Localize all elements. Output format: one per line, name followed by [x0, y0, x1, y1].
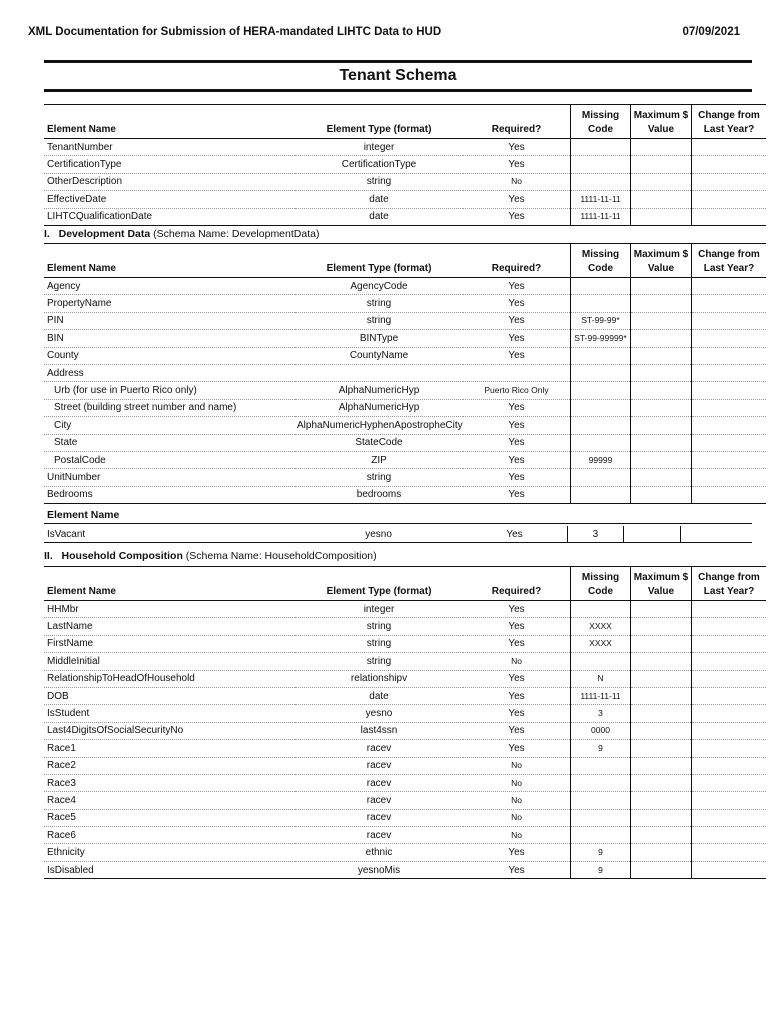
max-value — [631, 434, 692, 451]
missing-code: XXXX — [571, 635, 631, 652]
col-required: Required? — [463, 567, 571, 601]
missing-code: 0000 — [571, 722, 631, 739]
max-value — [631, 670, 692, 687]
vacant-section — [44, 526, 752, 543]
max-value — [631, 347, 692, 364]
missing-code: 9 — [571, 844, 631, 861]
page-header — [28, 26, 740, 42]
missing-code — [571, 434, 631, 451]
element-type: ethnic — [295, 844, 463, 861]
hh-section-num: II. — [44, 550, 53, 562]
col-max-value: Maximum $ Value — [631, 244, 692, 278]
col-change: Change from Last Year? — [692, 567, 767, 601]
table-row — [44, 191, 766, 208]
element-type: yesno — [295, 526, 462, 543]
table-row — [44, 526, 752, 543]
change-value — [692, 809, 767, 826]
table-row — [44, 705, 766, 722]
element-name: RelationshipToHeadOfHousehold — [44, 670, 295, 687]
required-value: Yes — [463, 705, 571, 722]
dev-table — [44, 243, 766, 504]
required-value: Yes — [463, 295, 571, 312]
dev-section — [44, 243, 760, 504]
required-value: Yes — [463, 844, 571, 861]
required-value: Yes — [463, 618, 571, 635]
change-value — [692, 670, 767, 687]
table-row — [44, 722, 766, 739]
max-value — [631, 827, 692, 844]
max-value — [631, 139, 692, 156]
table-row — [44, 844, 766, 861]
element-name: Urb (for use in Puerto Rico only) — [44, 382, 295, 399]
required-value: Yes — [463, 330, 571, 347]
missing-code — [571, 156, 631, 173]
required-value: No — [463, 792, 571, 809]
element-name: IsDisabled — [44, 861, 295, 878]
change-value — [692, 844, 767, 861]
element-name: Street (building street number and name) — [44, 399, 295, 416]
table-header-row — [44, 105, 766, 139]
table-row — [44, 792, 766, 809]
change-value — [692, 618, 767, 635]
vacant-table — [44, 526, 752, 543]
table-row — [44, 295, 766, 312]
change-value — [692, 601, 767, 618]
missing-code — [571, 469, 631, 486]
element-type: last4ssn — [295, 722, 463, 739]
required-value: Yes — [463, 434, 571, 451]
max-value — [631, 191, 692, 208]
change-value — [692, 417, 767, 434]
element-type: date — [295, 208, 463, 225]
max-value — [631, 156, 692, 173]
missing-code — [571, 792, 631, 809]
dev-rows — [44, 278, 766, 504]
element-type: string — [295, 635, 463, 652]
max-value — [623, 526, 680, 543]
change-value — [692, 312, 767, 329]
missing-code: XXXX — [571, 618, 631, 635]
element-type: string — [295, 653, 463, 670]
max-value — [631, 295, 692, 312]
element-name: Ethnicity — [44, 844, 295, 861]
element-type: AlphaNumericHyphenApostropheCity — [295, 417, 463, 434]
table-row — [44, 653, 766, 670]
col-element-name: Element Name — [44, 567, 295, 601]
table-row — [44, 434, 766, 451]
col-required: Required? — [463, 105, 571, 139]
required-value: Yes — [463, 156, 571, 173]
schema-title: Tenant Schema — [44, 60, 752, 92]
missing-code: 99999 — [571, 451, 631, 468]
col-change: Change from Last Year? — [692, 105, 767, 139]
change-value — [692, 330, 767, 347]
change-value — [692, 861, 767, 878]
change-value — [692, 687, 767, 704]
max-value — [631, 417, 692, 434]
max-value — [631, 740, 692, 757]
col-element-type: Element Type (format) — [295, 567, 463, 601]
missing-code: 1111-11-11 — [571, 208, 631, 225]
missing-code — [571, 399, 631, 416]
element-type: string — [295, 295, 463, 312]
max-value — [631, 722, 692, 739]
required-value: No — [463, 774, 571, 791]
dev-schema-name: (Schema Name: DevelopmentData) — [153, 228, 320, 240]
missing-code: 1111-11-11 — [571, 191, 631, 208]
element-name: Address — [44, 364, 295, 381]
table-header-row — [44, 567, 766, 601]
required-value: No — [463, 653, 571, 670]
col-missing-code: Missing Code — [571, 105, 631, 139]
element-type — [295, 364, 463, 381]
max-value — [631, 635, 692, 652]
required-value: No — [463, 827, 571, 844]
element-type: integer — [295, 139, 463, 156]
change-value — [692, 208, 767, 225]
missing-code — [571, 417, 631, 434]
element-type: ZIP — [295, 451, 463, 468]
element-name: DOB — [44, 687, 295, 704]
max-value — [631, 469, 692, 486]
element-type: relationshipv — [295, 670, 463, 687]
element-type: string — [295, 618, 463, 635]
max-value — [631, 618, 692, 635]
change-value — [692, 382, 767, 399]
max-value — [631, 687, 692, 704]
table-row — [44, 687, 766, 704]
hh-table — [44, 566, 766, 879]
table-row — [44, 469, 766, 486]
table-header-row — [44, 244, 766, 278]
element-type: CertificationType — [295, 156, 463, 173]
table-row — [44, 601, 766, 618]
element-type: integer — [295, 601, 463, 618]
change-value — [692, 827, 767, 844]
dev-section-title — [44, 228, 319, 240]
table-row — [44, 670, 766, 687]
required-value: No — [463, 173, 571, 190]
max-value — [631, 705, 692, 722]
element-type: CountyName — [295, 347, 463, 364]
table-row — [44, 618, 766, 635]
missing-code: 3 — [567, 526, 623, 543]
table-row — [44, 208, 766, 225]
element-type: yesnoMis — [295, 861, 463, 878]
vacant-header: Element Name — [44, 508, 752, 524]
element-name: OtherDescription — [44, 173, 295, 190]
table-row — [44, 399, 766, 416]
missing-code: ST-99-99* — [571, 312, 631, 329]
required-value: Yes — [463, 486, 571, 503]
required-value: Yes — [463, 312, 571, 329]
element-name: Last4DigitsOfSocialSecurityNo — [44, 722, 295, 739]
table-row — [44, 861, 766, 878]
element-name: PostalCode — [44, 451, 295, 468]
change-value — [692, 295, 767, 312]
max-value — [631, 399, 692, 416]
table-row — [44, 809, 766, 826]
change-value — [692, 722, 767, 739]
missing-code — [571, 382, 631, 399]
table-row — [44, 382, 766, 399]
missing-code — [571, 295, 631, 312]
element-type: BINType — [295, 330, 463, 347]
element-name: Bedrooms — [44, 486, 295, 503]
table-row — [44, 312, 766, 329]
missing-code — [571, 278, 631, 295]
element-name: Race6 — [44, 827, 295, 844]
element-type: AlphaNumericHyp — [295, 382, 463, 399]
missing-code — [571, 364, 631, 381]
max-value — [631, 451, 692, 468]
required-value: Yes — [463, 670, 571, 687]
table-row — [44, 278, 766, 295]
required-value: Yes — [463, 635, 571, 652]
table-row — [44, 451, 766, 468]
element-name: MiddleInitial — [44, 653, 295, 670]
element-name: City — [44, 417, 295, 434]
max-value — [631, 173, 692, 190]
element-type: date — [295, 687, 463, 704]
element-name: Race4 — [44, 792, 295, 809]
required-value: Yes — [463, 208, 571, 225]
element-type: racev — [295, 774, 463, 791]
element-type: bedrooms — [295, 486, 463, 503]
required-value: Yes — [463, 278, 571, 295]
missing-code — [571, 173, 631, 190]
max-value — [631, 208, 692, 225]
missing-code: 9 — [571, 861, 631, 878]
missing-code — [571, 653, 631, 670]
table-row — [44, 139, 766, 156]
change-value — [692, 399, 767, 416]
col-element-type: Element Type (format) — [295, 105, 463, 139]
max-value — [631, 278, 692, 295]
table-row — [44, 347, 766, 364]
table-row — [44, 635, 766, 652]
element-name: LIHTCQualificationDate — [44, 208, 295, 225]
element-name: PropertyName — [44, 295, 295, 312]
required-value: Puerto Rico Only — [463, 382, 571, 399]
table-row — [44, 173, 766, 190]
element-type: yesno — [295, 705, 463, 722]
element-name: Race3 — [44, 774, 295, 791]
col-missing-code: Missing Code — [571, 567, 631, 601]
change-value — [692, 156, 767, 173]
missing-code — [571, 774, 631, 791]
change-value — [692, 469, 767, 486]
max-value — [631, 774, 692, 791]
col-element-type: Element Type (format) — [295, 244, 463, 278]
tenant-rows — [44, 139, 766, 226]
required-value: Yes — [463, 399, 571, 416]
max-value — [631, 486, 692, 503]
document-title: XML Documentation for Submission of HERA-mandated LIHTC Data to HUD — [28, 26, 442, 38]
hh-rows — [44, 601, 766, 879]
element-type: racev — [295, 740, 463, 757]
missing-code — [571, 139, 631, 156]
col-change: Change from Last Year? — [692, 244, 767, 278]
missing-code — [571, 601, 631, 618]
missing-code: 3 — [571, 705, 631, 722]
change-value — [692, 653, 767, 670]
element-type: string — [295, 312, 463, 329]
element-type: AlphaNumericHyp — [295, 399, 463, 416]
table-row — [44, 757, 766, 774]
col-required: Required? — [463, 244, 571, 278]
required-value: Yes — [463, 191, 571, 208]
element-name: FirstName — [44, 635, 295, 652]
element-type: StateCode — [295, 434, 463, 451]
required-value: Yes — [463, 601, 571, 618]
document-date: 07/09/2021 — [682, 26, 740, 38]
change-value — [692, 757, 767, 774]
required-value: Yes — [462, 526, 567, 543]
max-value — [631, 330, 692, 347]
tenant-table — [44, 104, 766, 226]
change-value — [692, 364, 767, 381]
element-type: racev — [295, 827, 463, 844]
required-value: No — [463, 809, 571, 826]
max-value — [631, 792, 692, 809]
hh-section — [44, 566, 760, 879]
change-value — [692, 173, 767, 190]
table-row — [44, 417, 766, 434]
missing-code — [571, 757, 631, 774]
change-value — [692, 635, 767, 652]
change-value — [692, 434, 767, 451]
dev-section-num: I. — [44, 228, 50, 240]
element-name: Race2 — [44, 757, 295, 774]
table-row — [44, 774, 766, 791]
element-type: racev — [295, 809, 463, 826]
element-name: Race5 — [44, 809, 295, 826]
element-name: EffectiveDate — [44, 191, 295, 208]
element-type: racev — [295, 792, 463, 809]
required-value: Yes — [463, 451, 571, 468]
required-value: Yes — [463, 139, 571, 156]
dev-section-name: Development Data — [58, 228, 151, 240]
missing-code: 1111-11-11 — [571, 687, 631, 704]
max-value — [631, 844, 692, 861]
max-value — [631, 757, 692, 774]
change-value — [692, 451, 767, 468]
missing-code — [571, 486, 631, 503]
element-type: string — [295, 173, 463, 190]
hh-schema-name: (Schema Name: HouseholdComposition) — [185, 550, 377, 562]
required-value — [463, 364, 571, 381]
max-value — [631, 653, 692, 670]
max-value — [631, 364, 692, 381]
element-name: HHMbr — [44, 601, 295, 618]
element-name: State — [44, 434, 295, 451]
element-name: UnitNumber — [44, 469, 295, 486]
change-value — [692, 486, 767, 503]
max-value — [631, 861, 692, 878]
missing-code — [571, 809, 631, 826]
missing-code — [571, 347, 631, 364]
missing-code: 9 — [571, 740, 631, 757]
element-name: CertificationType — [44, 156, 295, 173]
table-row — [44, 364, 766, 381]
max-value — [631, 601, 692, 618]
element-type: AgencyCode — [295, 278, 463, 295]
col-missing-code: Missing Code — [571, 244, 631, 278]
element-name: IsStudent — [44, 705, 295, 722]
max-value — [631, 382, 692, 399]
element-name: County — [44, 347, 295, 364]
element-type: string — [295, 469, 463, 486]
change-value — [692, 191, 767, 208]
change-value — [692, 278, 767, 295]
element-type: racev — [295, 757, 463, 774]
change-value — [692, 139, 767, 156]
missing-code: N — [571, 670, 631, 687]
missing-code: ST-99-99999* — [571, 330, 631, 347]
hh-section-title — [44, 550, 377, 562]
col-max-value: Maximum $ Value — [631, 105, 692, 139]
required-value: Yes — [463, 740, 571, 757]
change-value — [692, 740, 767, 757]
element-name: Race1 — [44, 740, 295, 757]
table-row — [44, 827, 766, 844]
tenant-section — [44, 104, 760, 226]
table-row — [44, 486, 766, 503]
change-value — [692, 774, 767, 791]
element-name: TenantNumber — [44, 139, 295, 156]
table-row — [44, 156, 766, 173]
required-value: No — [463, 757, 571, 774]
required-value: Yes — [463, 347, 571, 364]
change-value — [692, 347, 767, 364]
element-type: date — [295, 191, 463, 208]
col-element-name: Element Name — [44, 244, 295, 278]
required-value: Yes — [463, 469, 571, 486]
table-row — [44, 330, 766, 347]
element-name: BIN — [44, 330, 295, 347]
hh-section-name: Household Composition — [61, 550, 183, 562]
required-value: Yes — [463, 861, 571, 878]
max-value — [631, 809, 692, 826]
required-value: Yes — [463, 417, 571, 434]
change-value — [692, 792, 767, 809]
required-value: Yes — [463, 722, 571, 739]
element-name: IsVacant — [44, 526, 295, 543]
element-name: Agency — [44, 278, 295, 295]
element-name: PIN — [44, 312, 295, 329]
required-value: Yes — [463, 687, 571, 704]
table-row — [44, 740, 766, 757]
max-value — [631, 312, 692, 329]
col-element-name: Element Name — [44, 105, 295, 139]
change-value — [681, 526, 752, 543]
missing-code — [571, 827, 631, 844]
change-value — [692, 705, 767, 722]
col-max-value: Maximum $ Value — [631, 567, 692, 601]
element-name: LastName — [44, 618, 295, 635]
